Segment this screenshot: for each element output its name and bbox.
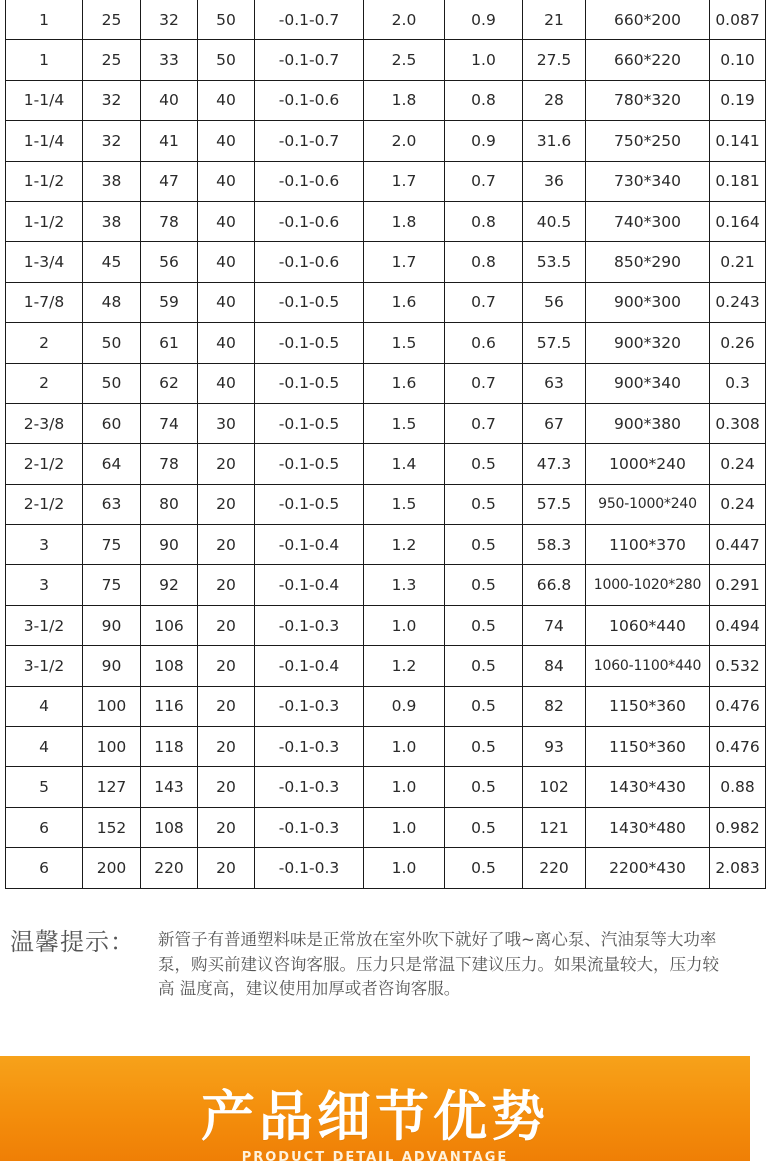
table-cell: 2.0 <box>364 0 445 40</box>
table-cell: 47.3 <box>523 444 586 484</box>
table-cell: 127 <box>83 767 141 807</box>
table-cell: 27.5 <box>523 40 586 80</box>
table-cell: 0.308 <box>710 403 766 443</box>
table-cell: 900*380 <box>586 403 710 443</box>
table-cell: 57.5 <box>523 323 586 363</box>
table-cell: 1.0 <box>364 848 445 888</box>
table-cell: 0.9 <box>445 0 523 40</box>
table-cell: 1.5 <box>364 403 445 443</box>
table-cell: -0.1-0.5 <box>255 282 364 322</box>
table-row <box>6 767 766 807</box>
table-cell: 75 <box>83 525 141 565</box>
table-cell: 40 <box>198 201 255 241</box>
table-cell: 900*320 <box>586 323 710 363</box>
table-cell: 64 <box>83 444 141 484</box>
table-cell: 0.982 <box>710 807 766 847</box>
table-cell: 56 <box>523 282 586 322</box>
table-cell: 102 <box>523 767 586 807</box>
table-cell: 30 <box>198 403 255 443</box>
table-cell: 850*290 <box>586 242 710 282</box>
table-cell: 121 <box>523 807 586 847</box>
table-cell: 116 <box>141 686 198 726</box>
table-cell: 1.5 <box>364 323 445 363</box>
table-cell: 100 <box>83 686 141 726</box>
table-cell: 1.8 <box>364 80 445 120</box>
banner-title: 产品细节优势 <box>201 1085 549 1148</box>
table-cell: 0.3 <box>710 363 766 403</box>
table-cell: 56 <box>141 242 198 282</box>
table-cell: 20 <box>198 686 255 726</box>
table-row <box>6 40 766 80</box>
table-cell: 750*250 <box>586 121 710 161</box>
table-cell: 48 <box>83 282 141 322</box>
table-cell: -0.1-0.5 <box>255 403 364 443</box>
table-cell: -0.1-0.3 <box>255 807 364 847</box>
table-cell: 20 <box>198 767 255 807</box>
table-cell: 0.19 <box>710 80 766 120</box>
spec-table-body <box>6 0 766 888</box>
table-cell: -0.1-0.4 <box>255 525 364 565</box>
table-cell: 0.24 <box>710 484 766 524</box>
table-cell: 1060-1100*440 <box>586 646 710 686</box>
table-cell: 38 <box>83 161 141 201</box>
table-cell: 0.9 <box>445 121 523 161</box>
table-cell: 730*340 <box>586 161 710 201</box>
table-cell: 1.4 <box>364 444 445 484</box>
table-cell: 93 <box>523 727 586 767</box>
table-cell: 0.532 <box>710 646 766 686</box>
table-row <box>6 323 766 363</box>
table-cell: 4 <box>6 727 83 767</box>
table-cell: 0.5 <box>445 565 523 605</box>
table-cell: 0.8 <box>445 80 523 120</box>
table-cell: 74 <box>523 605 586 645</box>
table-cell: 1.7 <box>364 161 445 201</box>
table-cell: 60 <box>83 403 141 443</box>
table-cell: -0.1-0.3 <box>255 727 364 767</box>
table-cell: 1-1/2 <box>6 161 83 201</box>
table-cell: -0.1-0.6 <box>255 242 364 282</box>
table-cell: 152 <box>83 807 141 847</box>
table-cell: 1060*440 <box>586 605 710 645</box>
table-cell: 740*300 <box>586 201 710 241</box>
table-cell: 2 <box>6 363 83 403</box>
table-cell: 1.0 <box>445 40 523 80</box>
table-cell: 0.476 <box>710 686 766 726</box>
table-cell: 40 <box>198 80 255 120</box>
table-cell: 90 <box>83 646 141 686</box>
table-cell: 0.087 <box>710 0 766 40</box>
table-cell: 3-1/2 <box>6 646 83 686</box>
table-row <box>6 403 766 443</box>
table-cell: 20 <box>198 605 255 645</box>
table-cell: 67 <box>523 403 586 443</box>
table-cell: 108 <box>141 807 198 847</box>
table-cell: 0.7 <box>445 403 523 443</box>
table-cell: 1.6 <box>364 363 445 403</box>
table-cell: 0.447 <box>710 525 766 565</box>
table-cell: -0.1-0.7 <box>255 40 364 80</box>
table-cell: 0.476 <box>710 727 766 767</box>
table-cell: 1000-1020*280 <box>586 565 710 605</box>
table-cell: 1 <box>6 40 83 80</box>
table-cell: 1.3 <box>364 565 445 605</box>
table-cell: 1-1/4 <box>6 80 83 120</box>
table-cell: -0.1-0.3 <box>255 686 364 726</box>
table-cell: 106 <box>141 605 198 645</box>
table-cell: 0.8 <box>445 201 523 241</box>
table-cell: 20 <box>198 807 255 847</box>
table-cell: 62 <box>141 363 198 403</box>
table-cell: 74 <box>141 403 198 443</box>
table-cell: 58.3 <box>523 525 586 565</box>
table-cell: 25 <box>83 40 141 80</box>
table-cell: -0.1-0.7 <box>255 121 364 161</box>
table-cell: 3 <box>6 565 83 605</box>
table-cell: -0.1-0.6 <box>255 201 364 241</box>
table-row <box>6 807 766 847</box>
table-cell: 40 <box>198 282 255 322</box>
table-cell: 1-7/8 <box>6 282 83 322</box>
table-cell: -0.1-0.4 <box>255 646 364 686</box>
table-cell: 0.6 <box>445 323 523 363</box>
table-cell: 1-1/2 <box>6 201 83 241</box>
table-cell: 0.9 <box>364 686 445 726</box>
table-row <box>6 0 766 40</box>
table-cell: 32 <box>141 0 198 40</box>
table-cell: 40.5 <box>523 201 586 241</box>
table-cell: 2-1/2 <box>6 484 83 524</box>
table-cell: 40 <box>141 80 198 120</box>
table-cell: 20 <box>198 565 255 605</box>
table-row <box>6 444 766 484</box>
table-cell: 32 <box>83 80 141 120</box>
table-cell: 0.5 <box>445 848 523 888</box>
table-cell: 45 <box>83 242 141 282</box>
table-cell: 66.8 <box>523 565 586 605</box>
table-row <box>6 686 766 726</box>
table-row <box>6 727 766 767</box>
table-cell: 0.5 <box>445 484 523 524</box>
table-cell: 59 <box>141 282 198 322</box>
table-cell: 143 <box>141 767 198 807</box>
table-cell: 63 <box>523 363 586 403</box>
table-cell: 6 <box>6 807 83 847</box>
table-cell: -0.1-0.5 <box>255 484 364 524</box>
table-cell: -0.1-0.5 <box>255 363 364 403</box>
table-cell: 53.5 <box>523 242 586 282</box>
table-cell: 900*340 <box>586 363 710 403</box>
table-cell: 200 <box>83 848 141 888</box>
table-cell: -0.1-0.4 <box>255 565 364 605</box>
table-cell: 1430*430 <box>586 767 710 807</box>
tip-label: 温馨提示： <box>10 928 135 956</box>
table-cell: 20 <box>198 646 255 686</box>
table-cell: 780*320 <box>586 80 710 120</box>
table-cell: 0.88 <box>710 767 766 807</box>
table-row <box>6 121 766 161</box>
table-cell: -0.1-0.6 <box>255 80 364 120</box>
table-cell: 50 <box>83 323 141 363</box>
table-cell: 0.5 <box>445 767 523 807</box>
table-cell: 0.5 <box>445 807 523 847</box>
table-cell: -0.1-0.7 <box>255 0 364 40</box>
table-cell: 82 <box>523 686 586 726</box>
table-cell: 220 <box>523 848 586 888</box>
table-cell: 1100*370 <box>586 525 710 565</box>
table-cell: 4 <box>6 686 83 726</box>
table-cell: 40 <box>198 242 255 282</box>
table-cell: 2 <box>6 323 83 363</box>
table-cell: 0.164 <box>710 201 766 241</box>
table-cell: 50 <box>198 40 255 80</box>
table-cell: 3-1/2 <box>6 605 83 645</box>
table-cell: 1-3/4 <box>6 242 83 282</box>
table-cell: 0.141 <box>710 121 766 161</box>
table-cell: 1150*360 <box>586 727 710 767</box>
table-cell: 1430*480 <box>586 807 710 847</box>
table-cell: 0.24 <box>710 444 766 484</box>
table-cell: 0.7 <box>445 363 523 403</box>
table-cell: 1.0 <box>364 727 445 767</box>
table-cell: 90 <box>83 605 141 645</box>
table-cell: 20 <box>198 484 255 524</box>
table-cell: -0.1-0.3 <box>255 767 364 807</box>
table-cell: 40 <box>198 121 255 161</box>
table-cell: 50 <box>83 363 141 403</box>
table-cell: 78 <box>141 444 198 484</box>
table-cell: 108 <box>141 646 198 686</box>
table-cell: 1.0 <box>364 807 445 847</box>
table-cell: -0.1-0.3 <box>255 848 364 888</box>
table-cell: 100 <box>83 727 141 767</box>
table-cell: 0.26 <box>710 323 766 363</box>
table-cell: 33 <box>141 40 198 80</box>
table-cell: 0.243 <box>710 282 766 322</box>
table-cell: 1 <box>6 0 83 40</box>
table-cell: 0.7 <box>445 161 523 201</box>
table-row <box>6 525 766 565</box>
table-cell: 38 <box>83 201 141 241</box>
table-cell: -0.1-0.5 <box>255 444 364 484</box>
table-cell: 21 <box>523 0 586 40</box>
table-cell: 660*220 <box>586 40 710 80</box>
table-cell: 1-1/4 <box>6 121 83 161</box>
table-cell: 0.181 <box>710 161 766 201</box>
table-cell: 950-1000*240 <box>586 484 710 524</box>
table-cell: 1.2 <box>364 646 445 686</box>
table-row <box>6 161 766 201</box>
table-cell: 0.494 <box>710 605 766 645</box>
table-cell: 28 <box>523 80 586 120</box>
table-cell: 1.0 <box>364 767 445 807</box>
table-cell: -0.1-0.6 <box>255 161 364 201</box>
table-cell: 2.0 <box>364 121 445 161</box>
table-cell: 61 <box>141 323 198 363</box>
table-cell: 1.8 <box>364 201 445 241</box>
table-cell: 50 <box>198 0 255 40</box>
table-cell: 78 <box>141 201 198 241</box>
table-cell: 220 <box>141 848 198 888</box>
table-cell: 0.21 <box>710 242 766 282</box>
table-cell: 1000*240 <box>586 444 710 484</box>
table-cell: 2.083 <box>710 848 766 888</box>
table-cell: 20 <box>198 848 255 888</box>
table-cell: 40 <box>198 363 255 403</box>
table-cell: 20 <box>198 444 255 484</box>
table-cell: -0.1-0.3 <box>255 605 364 645</box>
table-cell: 0.5 <box>445 646 523 686</box>
table-cell: 36 <box>523 161 586 201</box>
table-cell: 1.0 <box>364 605 445 645</box>
table-cell: 118 <box>141 727 198 767</box>
table-cell: 80 <box>141 484 198 524</box>
table-cell: 47 <box>141 161 198 201</box>
table-cell: 0.291 <box>710 565 766 605</box>
table-cell: 90 <box>141 525 198 565</box>
table-cell: 25 <box>83 0 141 40</box>
table-cell: -0.1-0.5 <box>255 323 364 363</box>
table-row <box>6 605 766 645</box>
table-cell: 40 <box>198 323 255 363</box>
table-row <box>6 282 766 322</box>
table-cell: 0.5 <box>445 727 523 767</box>
table-cell: 32 <box>83 121 141 161</box>
table-cell: 41 <box>141 121 198 161</box>
table-cell: 1.7 <box>364 242 445 282</box>
table-cell: 57.5 <box>523 484 586 524</box>
table-cell: 1.6 <box>364 282 445 322</box>
banner-subtitle: PRODUCT DETAIL ADVANTAGE <box>241 1150 509 1165</box>
table-cell: 5 <box>6 767 83 807</box>
table-cell: 2-1/2 <box>6 444 83 484</box>
table-cell: 660*200 <box>586 0 710 40</box>
table-cell: 2-3/8 <box>6 403 83 443</box>
table-cell: 40 <box>198 161 255 201</box>
table-cell: 1150*360 <box>586 686 710 726</box>
table-row <box>6 80 766 120</box>
table-cell: 20 <box>198 525 255 565</box>
table-cell: 20 <box>198 727 255 767</box>
table-row <box>6 242 766 282</box>
table-cell: 1.2 <box>364 525 445 565</box>
table-cell: 0.5 <box>445 605 523 645</box>
table-cell: 6 <box>6 848 83 888</box>
table-cell: 2.5 <box>364 40 445 80</box>
table-cell: 75 <box>83 565 141 605</box>
table-cell: 2200*430 <box>586 848 710 888</box>
tip-text: 新管子有普通塑料味是正常放在室外吹下就好了哦~离心泵、汽油泵等大功率泵，购买前建议咨询客服。压力只是常温下建议压力。如果流量较大，压力较高 温度高，建议使用加厚或者咨询客服。 <box>158 930 719 998</box>
table-row <box>6 484 766 524</box>
spec-table <box>5 0 766 889</box>
table-cell: 0.7 <box>445 282 523 322</box>
table-cell: 0.5 <box>445 444 523 484</box>
table-row <box>6 646 766 686</box>
table-row <box>6 565 766 605</box>
table-cell: 31.6 <box>523 121 586 161</box>
table-cell: 92 <box>141 565 198 605</box>
table-cell: 900*300 <box>586 282 710 322</box>
table-cell: 1.5 <box>364 484 445 524</box>
table-row <box>6 201 766 241</box>
table-cell: 0.10 <box>710 40 766 80</box>
table-cell: 3 <box>6 525 83 565</box>
table-row <box>6 363 766 403</box>
table-cell: 84 <box>523 646 586 686</box>
table-cell: 0.5 <box>445 525 523 565</box>
table-cell: 0.5 <box>445 686 523 726</box>
table-cell: 63 <box>83 484 141 524</box>
section-banner <box>0 1056 750 1165</box>
table-row <box>6 848 766 888</box>
table-cell: 0.8 <box>445 242 523 282</box>
